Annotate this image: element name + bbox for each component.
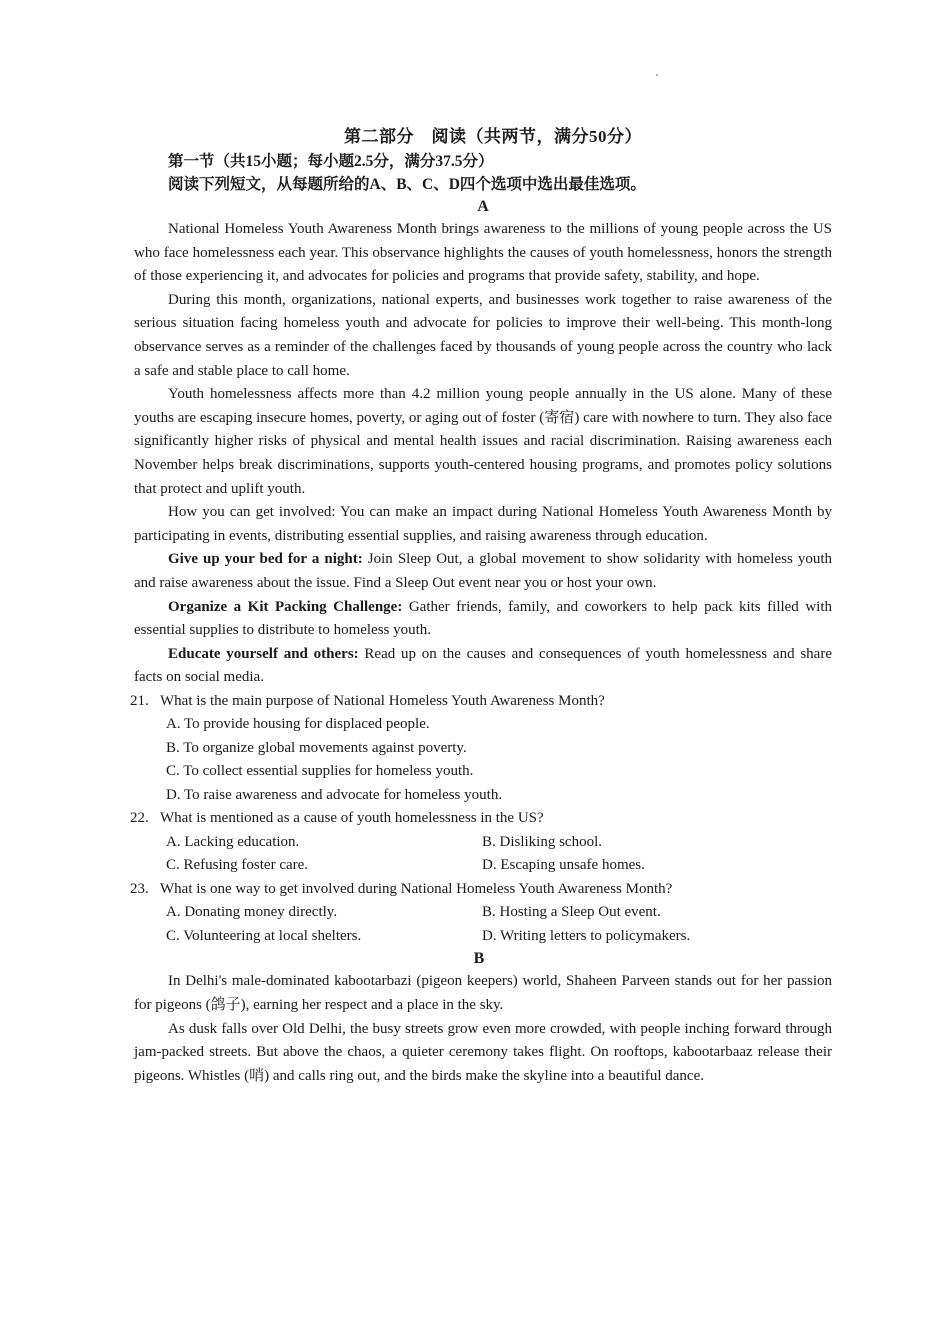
question-21-option-c: C. To collect essential supplies for homeless youth.	[166, 763, 474, 780]
question-23-option-d: D. Writing letters to policymakers.	[482, 927, 691, 944]
question-23	[130, 878, 832, 902]
question-23-options-row-1	[134, 901, 832, 925]
exam-page	[130, 124, 832, 1088]
question-23-option-b: B. Hosting a Sleep Out event.	[482, 904, 661, 921]
tip-sleep-out	[134, 548, 832, 595]
question-21	[130, 690, 832, 714]
question-22-options-row-2	[134, 854, 832, 878]
scan-speck	[656, 74, 658, 76]
question-22	[130, 807, 832, 831]
passage-b-paragraph-1: In Delhi's male-dominated kabootarbazi (pigeon keepers) world, Shaheen Parveen stands out for her passion for pigeons (鸽子), earning her respect and a place in the sky.	[134, 973, 832, 1013]
passage-a-letter: A	[477, 198, 489, 215]
tip-sleep-out-head: Give up your bed for a night:	[168, 551, 363, 568]
tip-kit-packing-body: Gather friends, family, and coworkers to help pack kits filled with essential supplies to distribute to homeless youth.	[134, 598, 832, 639]
question-21-option-a: A. To provide housing for displaced people.	[166, 716, 430, 733]
question-21-number: 21.	[130, 692, 149, 709]
passage-a-paragraph-1: National Homeless Youth Awareness Month brings awareness to the millions of young people across the US who face homelessness each year. This observance highlights the causes of youth homelessness, honors the strength of those experiencing it, and advocates for policies and programs that provide safety, stability, and hope.	[134, 221, 832, 285]
question-22-number: 22.	[130, 810, 149, 827]
tip-educate-head: Educate yourself and others:	[168, 645, 359, 662]
question-22-option-a: A. Lacking education.	[166, 833, 300, 850]
question-21-option-b: B. To organize global movements against poverty.	[166, 739, 467, 756]
section-title: 第一节（共15小题；每小题2.5分，满分37.5分）	[168, 153, 494, 170]
question-21-option-d: D. To raise awareness and advocate for homeless youth.	[166, 786, 503, 803]
question-22-options-row-1	[134, 831, 832, 855]
passage-b-letter: B	[473, 950, 485, 968]
question-22-option-d: D. Escaping unsafe homes.	[482, 857, 645, 874]
question-22-option-b: B. Disliking school.	[482, 833, 603, 850]
instruction: 阅读下列短文，从每题所给的A、B、C、D四个选项中选出最佳选项。	[168, 176, 646, 193]
part-title: 第二部分 阅读（共两节，满分50分）	[344, 127, 642, 146]
question-23-stem: What is one way to get involved during National Homeless Youth Awareness Month?	[160, 880, 673, 897]
passage-b-paragraph-2: As dusk falls over Old Delhi, the busy streets grow even more crowded, with people inching forward through jam-packed streets. But above the chaos, a quieter ceremony takes flight. On rooftops, kabootarbaaz release their pigeons. Whistles (哨) and calls ring out, and the birds make the skyline into a beautiful dance.	[134, 1020, 832, 1084]
question-23-options-row-2	[134, 925, 832, 949]
question-23-number: 23.	[130, 880, 149, 897]
tip-kit-packing-head: Organize a Kit Packing Challenge:	[168, 598, 403, 615]
question-22-stem: What is mentioned as a cause of youth homelessness in the US?	[160, 810, 544, 827]
passage-a-paragraph-3: Youth homelessness affects more than 4.2 million young people annually in the US alone. Many of these youths are escaping insecure homes, poverty, or aging out of foster (寄宿) care with nowhere to turn. They also face significantly higher risks of physical and mental health issues and racial discrimination. Raising awareness each November helps break discriminations, supports youth-centered housing programs, and promotes policy solutions that protect and uplift youth.	[134, 386, 832, 497]
passage-a-paragraph-4: How you can get involved: You can make an impact during National Homeless Youth Awareness Month by participating in events, distributing essential supplies, and raising awareness through education.	[134, 504, 832, 544]
question-21-stem: What is the main purpose of National Homeless Youth Awareness Month?	[160, 692, 605, 709]
passage-a-paragraph-2: During this month, organizations, national experts, and businesses work together to raise awareness of the serious situation facing homeless youth and advocate for policies to improve their well-being. This month-long observance serves as a reminder of the challenges faced by thousands of young people across the country who lack a safe and stable place to call home.	[134, 291, 832, 379]
question-23-option-c: C. Volunteering at local shelters.	[166, 927, 362, 944]
tip-kit-packing	[134, 596, 832, 643]
tip-sleep-out-body: Join Sleep Out, a global movement to show solidarity with homeless youth and raise awareness about the issue. Find a Sleep Out event near you or host your own.	[134, 551, 832, 591]
question-23-option-a: A. Donating money directly.	[166, 904, 338, 921]
tip-educate-body: Read up on the causes and consequences of youth homelessness and share facts on social media.	[134, 645, 832, 686]
tip-educate	[134, 643, 832, 690]
question-22-option-c: C. Refusing foster care.	[166, 857, 309, 874]
